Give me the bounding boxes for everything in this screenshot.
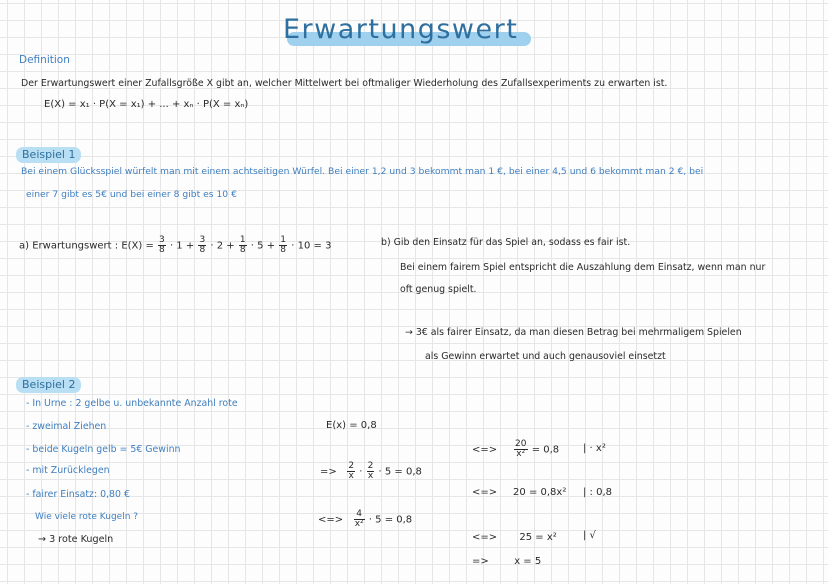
term-factor: · 2 — [210, 240, 224, 252]
title-block — [283, 14, 518, 45]
term-op: + — [226, 240, 235, 252]
fraction — [279, 236, 287, 255]
list-item-text: In Urne : 2 gelbe u. unbekannte Anzahl rote — [32, 398, 238, 409]
list-item — [26, 444, 180, 455]
definition-formula: E(X) = x₁ · P(X = x₁) + ... + xₙ · P(X = xₙ) — [44, 99, 249, 110]
fraction — [354, 510, 365, 529]
fraction — [347, 462, 355, 481]
beispiel1-label: Beispiel 1 — [16, 147, 81, 163]
fraction-den: x² — [354, 519, 364, 529]
calc-line3 — [318, 510, 412, 529]
fraction — [198, 236, 206, 255]
part-b-line2: oft genug spielt. — [400, 284, 477, 295]
fraction-num: 2 — [348, 461, 355, 471]
equivalent-symbol: <=> — [472, 444, 498, 456]
dash-bullet: - — [26, 489, 30, 500]
solve-eq: 25 = x² — [519, 532, 557, 543]
solve-eq: 20 = 0,8x² — [513, 487, 567, 498]
list-item — [26, 465, 110, 476]
term-factor: · 5 — [250, 240, 264, 252]
fraction-num: 4 — [354, 510, 365, 520]
list-item — [26, 489, 130, 500]
fraction-num: 3 — [159, 235, 165, 245]
arrow-right-icon: → — [38, 534, 47, 545]
solve-row1-op: | · x² — [583, 443, 606, 454]
part-b-question: b) Gib den Einsatz für das Spiel an, sodass es fair ist. — [381, 237, 631, 248]
list-item-text: zweimal Ziehen — [32, 421, 107, 432]
beispiel1-text-line1: Bei einem Glücksspiel würfelt man mit einem achtseitigen Würfel. Bei einer 1,2 und 3 bekommt man 1 €, bei einer 4,5 und 6 bekommt man 2 €, bei — [21, 166, 704, 177]
fraction-num: 3 — [199, 235, 206, 245]
beispiel2-badge — [16, 373, 81, 392]
term-op: = — [313, 240, 322, 252]
calc-tail: · 5 = 0,8 — [378, 466, 422, 478]
beispiel2-label: Beispiel 2 — [16, 377, 81, 393]
fraction-den: 8 — [159, 245, 165, 255]
term-factor: · 1 — [169, 240, 183, 252]
fraction-den: x² — [516, 449, 526, 459]
fraction-num: 1 — [280, 235, 287, 245]
calc-tail: · 5 = 0,8 — [368, 514, 413, 526]
beispiel2-answer-text: 3 rote Kugeln — [49, 534, 114, 545]
term-factor: · 10 — [291, 240, 311, 252]
part-b-answer-line1 — [405, 327, 742, 338]
equivalent-symbol: <=> — [472, 487, 498, 498]
beispiel1-text-line2: einer 7 gibt es 5€ und bei einer 8 gibt es 10 € — [26, 189, 237, 200]
calc-line1: E(x) = 0,8 — [326, 420, 377, 431]
fraction-den: 8 — [199, 245, 206, 255]
fraction-den: x — [348, 471, 354, 481]
term-op: + — [266, 240, 276, 252]
list-item — [26, 398, 238, 409]
solve-row2-op: | : 0,8 — [583, 487, 612, 498]
part-a-lhs: E(X) = — [121, 240, 154, 252]
part-a-row — [19, 236, 331, 255]
fraction — [367, 462, 375, 481]
fraction-num: 20 — [515, 439, 527, 449]
fraction — [158, 236, 166, 255]
solve-row2 — [472, 487, 566, 498]
definition-label: Definition — [19, 54, 70, 66]
fraction-den: 8 — [239, 245, 246, 255]
beispiel2-answer — [38, 534, 113, 545]
part-a-result: 3 — [325, 240, 332, 252]
list-item-text: fairer Einsatz: 0,80 € — [32, 489, 130, 500]
calc-line2 — [320, 462, 422, 481]
solve-eq: x = 5 — [514, 556, 542, 567]
solve-row3 — [472, 532, 557, 543]
list-item-text: beide Kugeln gelb = 5€ Gewinn — [32, 444, 181, 455]
fraction — [239, 236, 247, 255]
fraction-den: x — [367, 471, 374, 481]
list-item — [26, 421, 106, 432]
solve-row1 — [472, 440, 559, 459]
term-op: + — [185, 240, 195, 252]
equivalent-symbol: <=> — [472, 532, 498, 543]
dash-bullet: - — [26, 398, 30, 409]
part-b-line1: Bei einem fairem Spiel entspricht die Auszahlung dem Einsatz, wenn man nur — [400, 262, 766, 273]
dash-bullet: - — [26, 465, 30, 476]
fraction — [514, 440, 527, 459]
dash-bullet: - — [26, 444, 30, 455]
arrow-right-icon: → — [405, 327, 413, 338]
implies-symbol: => — [472, 556, 489, 567]
implies-symbol: => — [320, 466, 337, 478]
dash-bullet: - — [26, 421, 30, 432]
list-item-text: mit Zurücklegen — [32, 465, 110, 476]
solve-row4 — [472, 556, 541, 567]
page-title: Erwartungswert — [283, 14, 519, 45]
part-b-answer-line2: als Gewinn erwartet und auch genausoviel einsetzt — [425, 351, 666, 362]
beispiel1-badge — [16, 143, 81, 162]
part-a-prefix: a) Erwartungswert : — [19, 240, 119, 252]
times-dot: · — [359, 466, 363, 478]
part-b-answer-text1: 3€ als fairer Einsatz, da man diesen Betrag bei mehrmaligem Spielen — [415, 327, 742, 338]
beispiel2-question: Wie viele rote Kugeln ? — [35, 512, 139, 522]
fraction-num: 2 — [367, 461, 374, 471]
equivalent-symbol: <=> — [318, 514, 344, 526]
solve-row3-op: | √ — [583, 530, 596, 541]
solve-tail: = 0,8 — [531, 444, 560, 456]
definition-text: Der Erwartungswert einer Zufallsgröße X gibt an, welcher Mittelwert bei oftmaliger Wiederholung des Zufallsexperiments zu erwarten ist. — [21, 78, 668, 89]
fraction-den: 8 — [280, 245, 287, 255]
fraction-num: 1 — [239, 235, 246, 245]
